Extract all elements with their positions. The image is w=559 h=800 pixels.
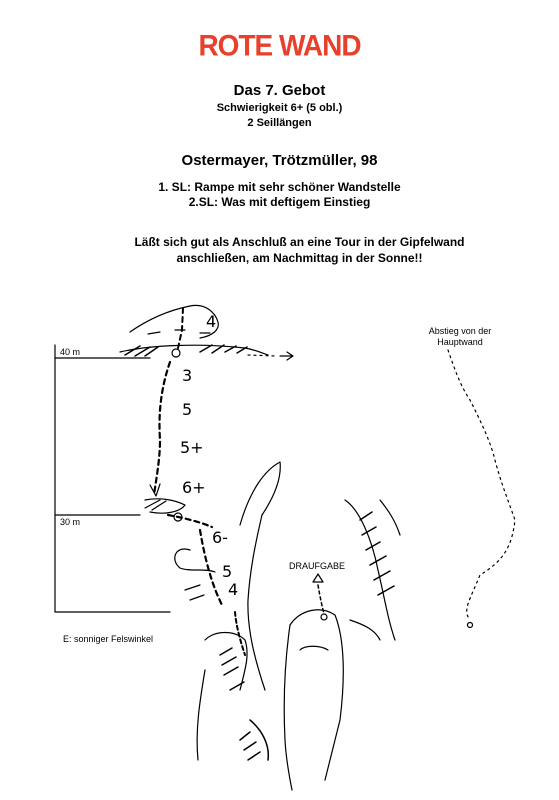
route-name: Das 7. Gebot [233, 82, 326, 99]
start-label: E: sonniger Felswinkel [63, 634, 154, 644]
grade-label: 4 [228, 580, 239, 599]
right-slab [345, 500, 395, 640]
grade-label: 5+ [180, 438, 204, 457]
note-line-1: Läßt sich gut als Anschluß an eine Tour in der Gipfelwand [134, 235, 465, 249]
grade-label: 3 [182, 366, 193, 385]
belay-ledge-line [120, 345, 268, 355]
descent-end [468, 623, 473, 628]
page-title: ROTE WAND [198, 29, 361, 62]
pitch-2-route [154, 362, 170, 495]
draufgabe-marker [313, 574, 323, 582]
grade-label: 6- [212, 528, 228, 547]
belay-stance-top [172, 349, 180, 357]
first-ascent: Ostermayer, Trötzmüller, 98 [181, 152, 378, 169]
draufgabe-anchor [321, 614, 327, 620]
descent-path [448, 350, 515, 620]
height-scale-line [55, 345, 170, 612]
grade-label: 4 [206, 312, 217, 331]
pitch-2-description: 2.SL: Was mit deftigem Einstieg [188, 195, 371, 209]
height-label-30m: 30 m [60, 517, 81, 527]
traverse-arrow [280, 352, 293, 360]
height-label-40m: 40 m [60, 347, 81, 357]
gully-right [290, 610, 343, 780]
grade-label: 6+ [182, 478, 206, 497]
pitch-1-description: 1. SL: Rampe mit sehr schöner Wandstelle [158, 180, 401, 194]
grade-label: 5 [182, 400, 193, 419]
grade-label: 5 [222, 562, 233, 581]
pitch-count: 2 Seillängen [247, 117, 312, 129]
draufgabe-label: DRAUFGABE [289, 561, 346, 571]
descent-label: Abstieg von der Hauptwand [428, 326, 492, 347]
note-line-2: anschließen, am Nachmittag in der Sonne!! [176, 251, 423, 265]
right-rock-pillar [240, 462, 280, 525]
difficulty-text: Schwierigkeit 6+ (5 obl.) [216, 102, 343, 114]
